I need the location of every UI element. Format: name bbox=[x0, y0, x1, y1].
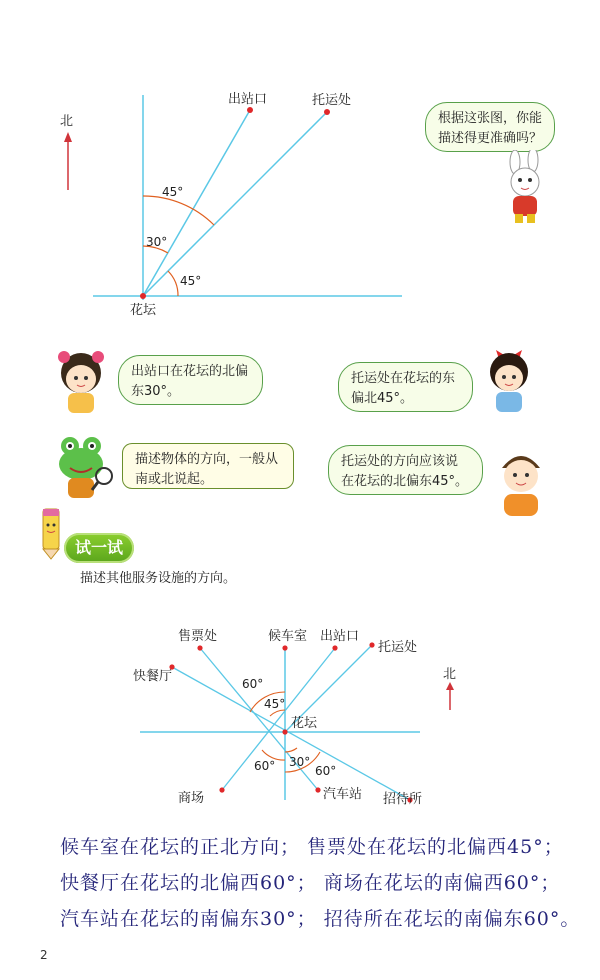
label-exit2: 出站口 bbox=[320, 629, 360, 644]
angle-label-60-bl: 60° bbox=[254, 759, 276, 773]
rabbit-text: 根据这张图，你能描述得更准确吗？ bbox=[438, 111, 543, 146]
angle-label-60-top: 60° bbox=[242, 677, 264, 691]
label-baggage: 托运处 bbox=[312, 93, 352, 108]
angle-label-45: 45° bbox=[264, 697, 286, 711]
girl-character-2 bbox=[478, 340, 540, 415]
speech-bubble-girl1 bbox=[118, 355, 263, 405]
direction-diagram-2 bbox=[0, 620, 600, 820]
point-baggage2 bbox=[369, 642, 374, 647]
point-ticket bbox=[197, 645, 202, 650]
label-origin: 花坛 bbox=[130, 303, 157, 318]
north-arrow-head bbox=[64, 132, 72, 142]
angle-label-45-top: 45° bbox=[162, 185, 184, 199]
label-exit: 出站口 bbox=[228, 92, 268, 107]
boy-text: 托运处的方向应该说在花坛的北偏东45°。 bbox=[341, 454, 469, 489]
arc-30 bbox=[285, 748, 297, 752]
point-origin bbox=[140, 293, 146, 299]
ray-to-baggage bbox=[143, 112, 327, 296]
frog-character bbox=[50, 432, 118, 504]
try-it-badge: 试一试 bbox=[64, 533, 134, 563]
label-fastfood: 快餐厅 bbox=[133, 669, 173, 684]
label-bus: 汽车站 bbox=[323, 787, 363, 802]
speech-bubble-frog bbox=[122, 443, 294, 489]
line-fastfood-hotel bbox=[172, 667, 410, 800]
answer-line-1: 候车室在花坛的正北方向； 售票处在花坛的北偏西45°； bbox=[60, 836, 564, 858]
point-exit bbox=[247, 107, 253, 113]
speech-bubble-rabbit bbox=[425, 102, 555, 152]
label-hotel: 招待所 bbox=[383, 792, 423, 807]
point-bus bbox=[315, 787, 320, 792]
page-number: 2 bbox=[40, 948, 48, 962]
ray-to-exit bbox=[143, 110, 250, 296]
point-waiting bbox=[282, 645, 287, 650]
point-baggage bbox=[324, 109, 330, 115]
answer-line-3: 汽车站在花坛的南偏东30°； 招待所在花坛的南偏东60°。 bbox=[60, 908, 581, 930]
north-label: 北 bbox=[60, 114, 74, 129]
point-mall bbox=[219, 787, 224, 792]
label-mall: 商场 bbox=[178, 791, 205, 806]
boy-character bbox=[490, 440, 552, 520]
angle-label-30: 30° bbox=[289, 755, 311, 769]
speech-bubble-boy bbox=[328, 445, 483, 495]
point-center bbox=[282, 729, 287, 734]
angle-label-30: 30° bbox=[146, 235, 168, 249]
answer-line-2: 快餐厅在花坛的北偏西60°； 商场在花坛的南偏西60°； bbox=[60, 872, 561, 894]
angle-label-60-br: 60° bbox=[315, 764, 337, 778]
north-label-2: 北 bbox=[443, 667, 457, 682]
north-arrow-2-head bbox=[446, 682, 454, 690]
label-center: 花坛 bbox=[291, 716, 318, 731]
label-waiting: 候车室 bbox=[268, 629, 308, 644]
girl2-text: 托运处在花坛的东偏北45°。 bbox=[351, 371, 456, 406]
try-it-instruction: 描述其他服务设施的方向。 bbox=[80, 571, 237, 586]
label-ticket: 售票处 bbox=[178, 629, 218, 644]
arc-45-low bbox=[168, 271, 178, 296]
point-exit2 bbox=[332, 645, 337, 650]
label-baggage2: 托运处 bbox=[378, 640, 418, 655]
arc-45-top bbox=[143, 196, 214, 225]
frog-text: 描述物体的方向，一般从南或北说起。 bbox=[135, 452, 279, 487]
girl-character-1 bbox=[50, 345, 112, 415]
rabbit-character bbox=[495, 150, 555, 225]
angle-label-45-low: 45° bbox=[180, 274, 202, 288]
girl1-text: 出站口在花坛的北偏东30°。 bbox=[131, 364, 249, 399]
speech-bubble-girl2 bbox=[338, 362, 473, 412]
